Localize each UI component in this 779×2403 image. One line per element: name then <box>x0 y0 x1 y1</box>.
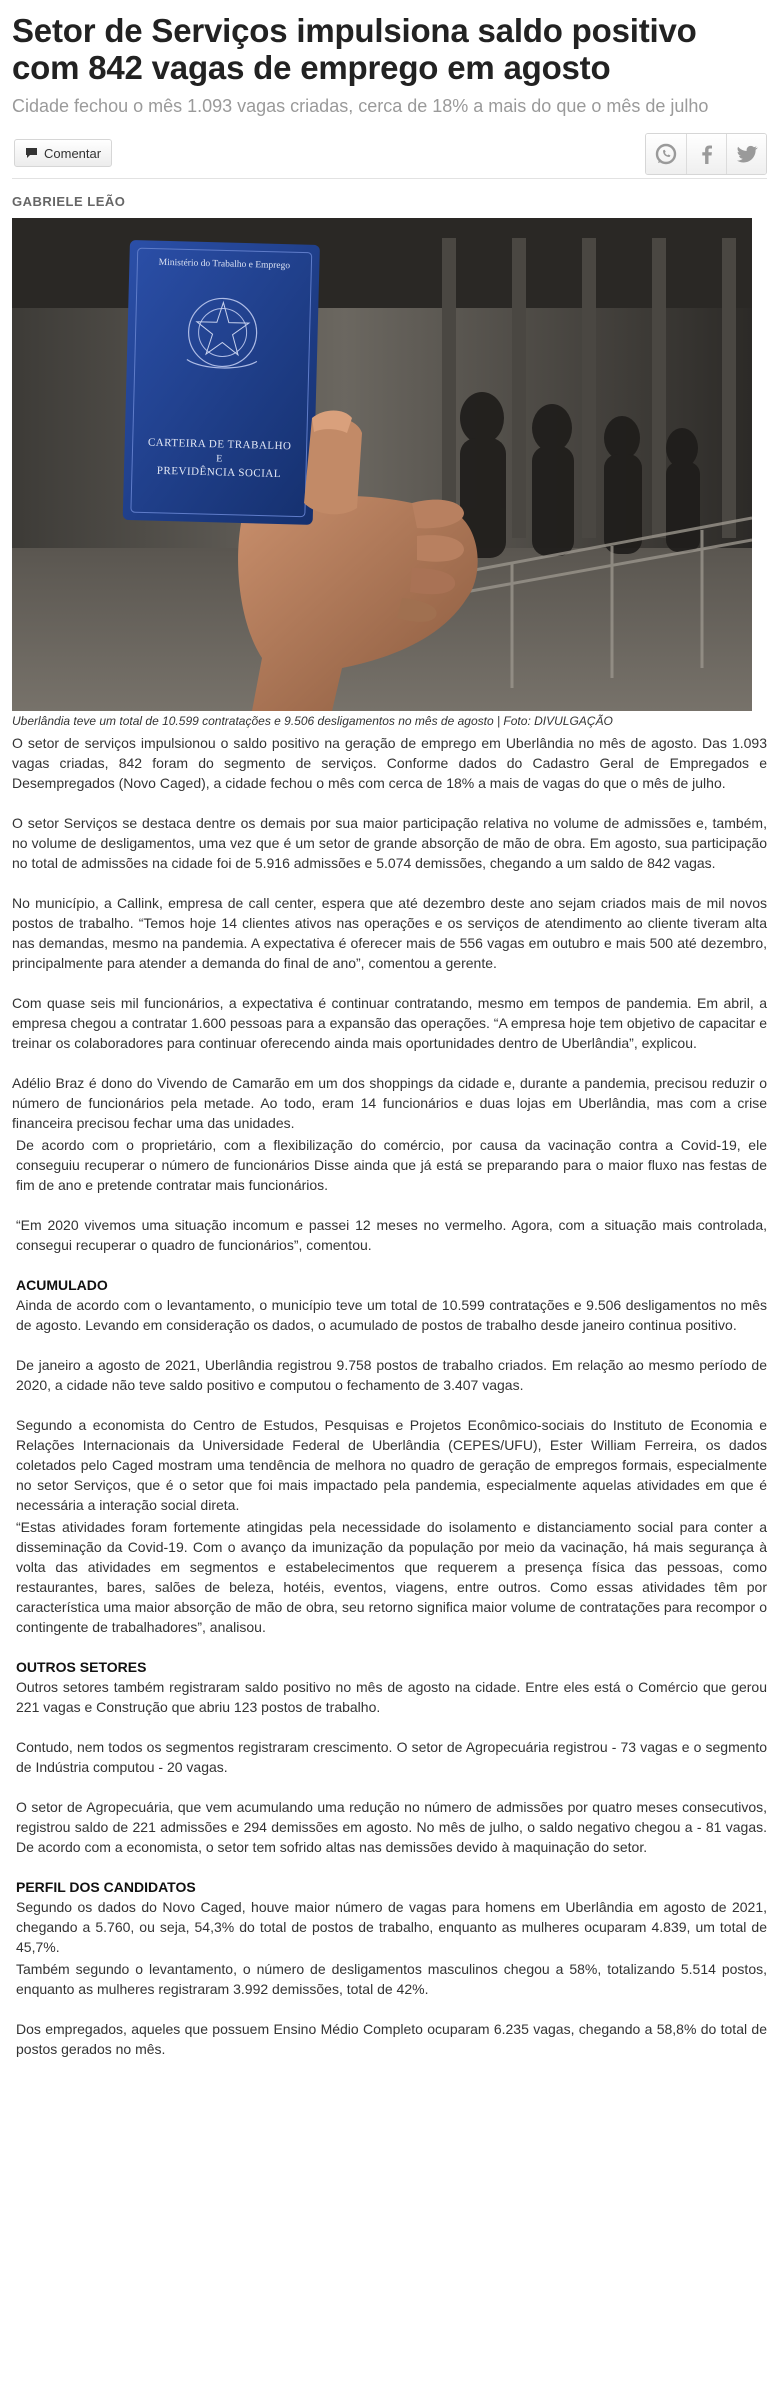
paragraph: Também segundo o levantamento, o número de desligamentos masculinos chegou a 58%, totalizando 5.514 postos, enquanto as mulheres registraram 3.992 demissões, total de 42%. <box>16 1961 767 1997</box>
paragraph: Com quase seis mil funcionários, a expectativa é continuar contratando, mesmo em tempos de pandemia. Em abril, a empresa chegou a contratar 1.600 pessoas para a expansão das operações. “A empresa hoje tem objetivo de capacitar e treinar os colaboradores para continuar oferecendo ainda mais oportunidades dentro de Uberlândia”, explicou. <box>12 995 767 1051</box>
paragraph: De acordo com o proprietário, com a flexibilização do comércio, por causa da vacinação contra a Covid-19, ele conseguiu recuperar o número de funcionários Disse ainda que já está se preparando para o maior fluxo nas festas de fim de ano e pretende contratar mais funcionários. <box>16 1137 767 1193</box>
booklet-line-2: CARTEIRA DE TRABALHO <box>147 436 292 453</box>
paragraph: Adélio Braz é dono do Vivendo de Camarão em um dos shoppings da cidade e, durante a pandemia, precisou reduzir o número de funcionários pela metade. Ao todo, eram 14 funcionários e duas lojas em Uberlândia, mas com a crise financeira precisou fechar uma das unidades. <box>12 1075 767 1131</box>
booklet-line-4: PREVIDÊNCIA SOCIAL <box>156 464 282 481</box>
twitter-icon <box>735 142 759 166</box>
section-heading-perfil: PERFIL DOS CANDIDATOS <box>16 1879 196 1895</box>
article-title: Setor de Serviços impulsiona saldo positivo com 842 vagas de emprego em agosto <box>12 12 697 86</box>
facebook-icon <box>695 142 719 166</box>
article-toolbar <box>12 129 767 179</box>
paragraph: Dos empregados, aqueles que possuem Ensino Médio Completo ocuparam 6.235 vagas, chegando a 58,8% do total de postos gerados no mês. <box>16 2021 767 2057</box>
paragraph: No município, a Callink, empresa de call center, espera que até dezembro deste ano sejam criados mais de mil novos postos de trabalho. “Temos hoje 14 clientes ativos nas operações e os serviços de atendimento ao cliente tiveram alta nas demandas, mesmo na pandemia. A expectativa é oferecer mais de 556 vagas em outubro e mais 500 até dezembro, principalmente para atender a demanda do final de ano”, comentou a gerente. <box>12 895 767 971</box>
share-buttons <box>645 133 767 175</box>
paragraph: Segundo os dados do Novo Caged, houve maior número de vagas para homens em Uberlândia em agosto de 2021, chegando a 5.760, ou seja, 54,3% do total de postos de trabalho, enquanto as mulheres ocuparam 4.839, um total de 45,7%. <box>16 1899 767 1955</box>
booklet-line-1: Ministério do Trabalho e Emprego <box>158 257 291 272</box>
paragraph: O setor de Agropecuária, que vem acumulando uma redução no número de admissões por quatro meses consecutivos, registrou saldo de 221 admissões e 294 demissões em agosto. No mês de julho, o saldo negativo chegou a - 81 vagas. De acordo com a economista, o setor tem sofrido altas nas demissões devido à maquinação do setor. <box>16 1799 767 1855</box>
section-heading-outros-setores: OUTROS SETORES <box>16 1659 147 1675</box>
paragraph: De janeiro a agosto de 2021, Uberlândia registrou 9.758 postos de trabalho criados. Em relação ao mesmo período de 2020, a cidade não teve saldo positivo e computou o fechamento de 3.407 vagas. <box>16 1357 767 1393</box>
paragraph: O setor de serviços impulsionou o saldo positivo na geração de emprego em Uberlândia no mês de agosto. Das 1.093 vagas criadas, 842 foram do segmento de serviços. Conforme dados do Cadastro Geral de Empregados e Desempregados (Novo Caged), a cidade fechou o mês com cerca de 18% a mais de vagas do que o mês de julho. <box>12 735 767 791</box>
article <box>12 0 767 2079</box>
article-body <box>12 733 767 2059</box>
article-photo <box>12 218 752 711</box>
photo-illustration <box>12 218 752 711</box>
paragraph: Contudo, nem todos os segmentos registraram crescimento. O setor de Agropecuária registrou - 73 vagas e o segmento de Indústria computou - 20 vagas. <box>16 1739 767 1775</box>
booklet-line-3: E <box>216 453 223 465</box>
facebook-share-button[interactable] <box>686 134 726 174</box>
comment-button-label: Comentar <box>44 145 102 161</box>
paragraph: Ainda de acordo com o levantamento, o município teve um total de 10.599 contratações e 9.506 desligamentos no mês de agosto. Levando em consideração os dados, o acumulado de postos de trabalho desde janeiro continua positivo. <box>16 1297 767 1333</box>
whatsapp-icon <box>654 142 678 166</box>
whatsapp-share-button[interactable] <box>646 134 686 174</box>
article-author: GABRIELE LEÃO <box>12 194 126 209</box>
twitter-share-button[interactable] <box>726 134 766 174</box>
paragraph: O setor Serviços se destaca dentre os demais por sua maior participação relativa no volume de admissões e, também, no volume de desligamentos, uma vez que é um setor de grande absorção de mão de obra. Em agosto, sua participação no total de admissões na cidade foi de 5.916 admissões e 5.074 demissões, chegando a um saldo de 842 vagas. <box>12 815 767 871</box>
comment-icon <box>25 147 38 159</box>
paragraph: Segundo a economista do Centro de Estudos, Pesquisas e Projetos Econômico-sociais do Instituto de Economia e Relações Internacionais da Universidade Federal de Uberlândia (CEPES/UFU), Ester William Ferreira, os dados coletados pelo Caged mostram uma tendência de melhora no quadro de geração de empregos formais, especialmente no setor Serviços, que é o setor que foi mais impactado pela pandemia, especialmente aquelas atividades em que é necessária a interação social direta. <box>16 1417 767 1513</box>
paragraph: “Em 2020 vivemos uma situação incomum e passei 12 meses no vermelho. Agora, com a situação mais controlada, consegui recuperar o quadro de funcionários”, comentou. <box>16 1217 767 1253</box>
paragraph: Outros setores também registraram saldo positivo no mês de agosto na cidade. Entre eles está o Comércio que gerou 221 vagas e Construção que abriu 123 postos de trabalho. <box>16 1679 767 1715</box>
photo-caption: Uberlândia teve um total de 10.599 contratações e 9.506 desligamentos no mês de agosto | Foto: DIVULGAÇÃO <box>12 714 613 728</box>
section-heading-acumulado: ACUMULADO <box>16 1277 108 1293</box>
paragraph: “Estas atividades foram fortemente atingidas pela necessidade do isolamento e distanciamento social para conter a disseminação da Covid-19. Com o avanço da imunização da população por meio da vacinação, há mais segurança à volta das atividades em segmentos e estabelecimentos que requerem a presença física das pessoas, como restaurantes, bares, salões de beleza, hotéis, eventos, viagens, entre outros. Como essas atividades têm por característica uma maior absorção de mão de obra, seu retorno significa maior volume de contratações para recompor o contingente de trabalhadores”, analisou. <box>16 1519 767 1635</box>
comment-button[interactable] <box>14 139 112 167</box>
article-subtitle: Cidade fechou o mês 1.093 vagas criadas, cerca de 18% a mais do que o mês de julho <box>12 96 709 116</box>
